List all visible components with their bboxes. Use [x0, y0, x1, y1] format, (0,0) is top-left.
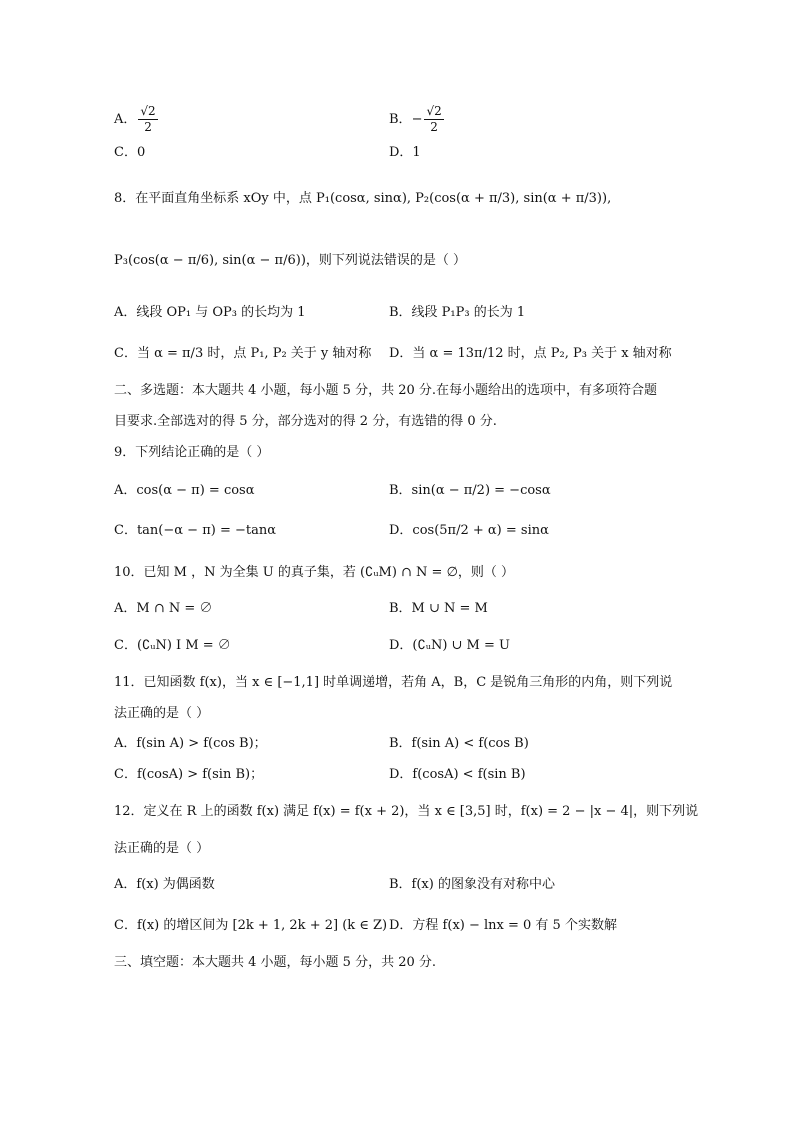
q12-stem-line1: 12．定义在 R 上的函数 f(x) 满足 f(x) = f(x + 2)，当 x ∈ [3,5] 时，f(x) = 2 − |x − 4|，则下列说 [114, 804, 699, 819]
q7-option-a-denominator: 2 [144, 120, 152, 134]
q10-stem: 10．已知 M ，N 为全集 U 的真子集，若 (∁ᵤM) ∩ N = ∅，则（ ） [114, 565, 515, 580]
q11-option-a: A．f(sin A) > f(cos B)； [114, 736, 267, 751]
q9-option-b: B．sin(α − π/2) = −cosα [389, 483, 551, 498]
q9-option-c: C．tan(−α − π) = −tanα [114, 523, 276, 538]
q12-option-a: A．f(x) 为偶函数 [114, 877, 215, 892]
q8-option-a: A．线段 OP₁ 与 OP₃ 的长均为 1 [114, 305, 306, 320]
q9-option-a: A．cos(α − π) = cosα [114, 483, 255, 498]
q7-option-b-numerator: √2 [426, 104, 442, 118]
q12-option-b: B．f(x) 的图象没有对称中心 [389, 877, 555, 892]
q7-option-a-numerator: √2 [140, 104, 156, 118]
q8-option-c: C．当 α = π/3 时，点 P₁, P₂ 关于 y 轴对称 [114, 346, 372, 361]
q9-stem: 9．下列结论正确的是（ ） [114, 445, 270, 460]
q8-option-d: D．当 α = 13π/12 时，点 P₂, P₃ 关于 x 轴对称 [389, 346, 672, 361]
q10-option-a: A．M ∩ N = ∅ [114, 601, 213, 616]
q8-option-b: B．线段 P₁P₃ 的长为 1 [389, 305, 526, 320]
q10-option-c: C．(∁ᵤN) I M = ∅ [114, 638, 231, 653]
q9-option-d: D．cos(5π/2 + α) = sinα [389, 523, 549, 538]
q12-stem-line2: 法正确的是（ ） [114, 841, 210, 856]
q11-stem-line2: 法正确的是（ ） [114, 706, 210, 721]
q10-option-d: D．(∁ᵤN) ∪ M = U [389, 638, 510, 653]
q7-option-c: C．0 [114, 145, 146, 160]
section2-instructions-line1: 二、多选题：本大题共 4 小题，每小题 5 分，共 20 分.在每小题给出的选项中，有多项符合题 [114, 383, 658, 398]
q11-option-d: D．f(cosA) < f(sin B) [389, 767, 526, 782]
q7-option-b-label: B． [389, 112, 412, 127]
q7-option-a-label: A． [114, 112, 137, 127]
q8-stem-line2: P₃(cos(α − π/6), sin(α − π/6))，则下列说法错误的是（ ） [114, 253, 467, 268]
q7-option-b-fraction [424, 104, 443, 135]
q11-option-b: B．f(sin A) < f(cos B) [389, 736, 529, 751]
q7-option-b [389, 104, 446, 135]
q7-option-d: D．1 [389, 145, 421, 160]
q11-option-c: C．f(cosA) > f(sin B)； [114, 767, 264, 782]
q11-stem-line1: 11．已知函数 f(x)，当 x ∈ [−1,1] 时单调递增，若角 A，B，C 是锐角三角形的内角，则下列说 [114, 675, 673, 690]
q12-option-c: C．f(x) 的增区间为 [2k + 1, 2k + 2] (k ∈ Z) [114, 918, 388, 933]
q7-option-b-denominator: 2 [430, 120, 438, 134]
q7-option-b-sign: − [411, 112, 423, 127]
section2-instructions-line2: 目要求.全部选对的得 5 分，部分选对的得 2 分，有选错的得 0 分. [114, 414, 497, 429]
q10-option-b: B．M ∪ N = M [389, 601, 488, 616]
q12-option-d: D．方程 f(x) − lnx = 0 有 5 个实数解 [389, 918, 617, 933]
q8-stem-line1: 8．在平面直角坐标系 xOy 中，点 P₁(cosα, sinα), P₂(cos(α + π/3), sin(α + π/3)), [114, 191, 612, 206]
q7-option-a-fraction [138, 104, 157, 135]
q7-option-a [114, 104, 160, 135]
section3-instructions: 三、填空题：本大题共 4 小题，每小题 5 分，共 20 分. [114, 955, 437, 970]
